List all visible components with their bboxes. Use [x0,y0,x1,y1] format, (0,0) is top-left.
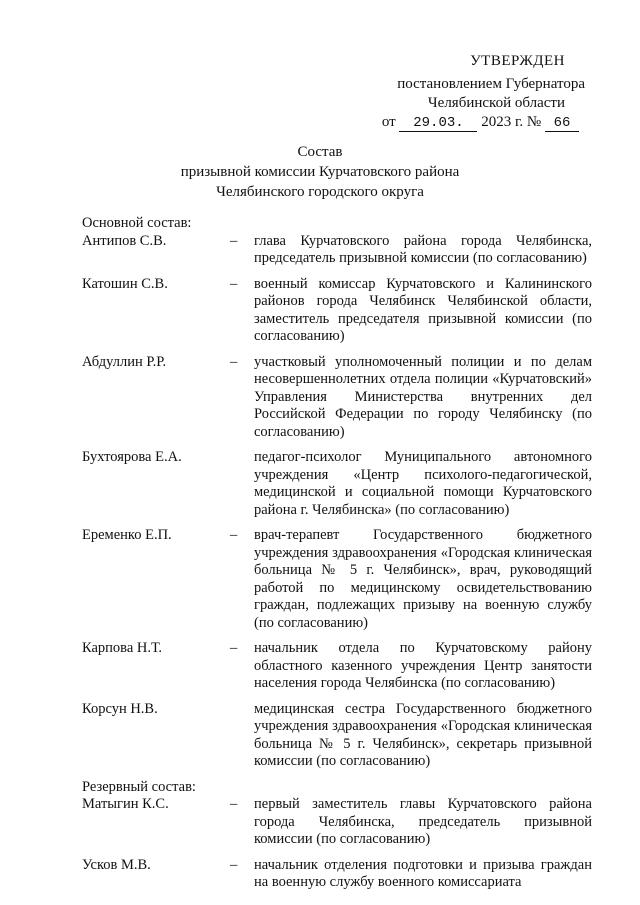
member-role: начальник отделения подготовки и призыва граждан на военную службу военного комиссариата [254,856,592,890]
title-line-2: призывной комиссии Курчатовского района [180,164,460,180]
approval-line-1: постановлением Губернатора [397,76,585,92]
member-dash: – [230,640,238,656]
member-name: Матыгин К.С. [82,796,169,812]
member-role: первый заместитель главы Курчатовского района города Челябинска, председатель призывной комиссии (по согласованию) [254,796,592,847]
approval-number: 66 [545,115,579,132]
title-line-3: Челябинского городского округа [216,184,424,200]
member-role: военный комиссар Курчатовского и Калининского районов города Челябинск Челябинской области, заместитель председателя призывной комиссии (по согласованию) [254,275,592,344]
approval-date: 29.03. [399,115,477,132]
member-row [82,233,592,268]
member-role: врач-терапевт Государственного бюджетного учреждения здравоохранения «Городская клиническая больница № 5 г. Челябинск», врач, руководящий работой по медицинскому освидетельствованию граждан, подлежащих призыву на военную службу (по согласованию) [254,527,592,631]
approval-heading: УТВЕРЖДЕН [470,53,565,69]
member-role: начальник отдела по Курчатовскому району областного казенного учреждения Центр занятости населения города Челябинска (по согласованию) [254,640,592,691]
approval-stamp [345,52,585,132]
approval-year-text: 2023 г. № [481,114,542,130]
member-dash: – [230,527,238,543]
member-name: Катошин С.В. [82,275,168,292]
member-dash: – [230,856,238,873]
member-row [82,640,592,693]
member-dash: – [230,232,238,249]
member-dash [230,449,254,519]
member-row [82,354,592,442]
member-name: Усков М.В. [82,856,151,873]
member-row [82,701,592,771]
member-name: Корсун Н.В. [82,700,158,717]
document-title [0,142,640,202]
member-role: глава Курчатовского района города Челябинска, председатель призывной комиссии (по согласованию) [254,232,592,266]
section-label: Основной состав: [82,215,192,231]
approval-from-prefix: от [381,114,396,130]
member-name: Абдуллин Р.Р. [82,353,167,370]
commission-section [82,779,592,892]
member-role: участковый уполномоченный полиции и по делам несовершеннолетних отдела полиции «Курчатовский» Управления Министерства внутренних дел Российской Федерации по городу Челябинску (по согласованию) [254,353,592,440]
member-name: Бухтоярова Е.А. [82,449,182,465]
approval-date-line [345,113,585,132]
member-row [82,276,592,346]
member-name: Карпова Н.Т. [82,640,163,656]
member-role: медицинская сестра Государственного бюджетного учреждения здравоохранения «Городская клиническая больница № 5 г. Челябинск», секретарь призывной комиссии (по согласованию) [254,700,592,769]
member-dash [230,701,254,771]
member-name: Антипов С.В. [82,232,167,249]
member-role: педагог-психолог Муниципального автономного учреждения «Центр психолого-педагогической, медицинской и социальной помощи Курчатовского района г. Челябинска» (по согласованию) [254,449,592,518]
title-line-1: Состав [297,144,343,160]
member-row [82,796,592,849]
member-dash: – [230,275,238,292]
commission-section [82,215,592,771]
approval-line-2: Челябинской области [427,95,565,111]
commission-list [82,215,592,900]
member-dash: – [230,353,238,370]
member-row [82,449,592,519]
member-row [82,527,592,632]
member-name: Еременко Е.П. [82,527,172,543]
section-label: Резервный состав: [82,778,196,795]
member-row [82,857,592,892]
member-dash: – [230,796,238,812]
